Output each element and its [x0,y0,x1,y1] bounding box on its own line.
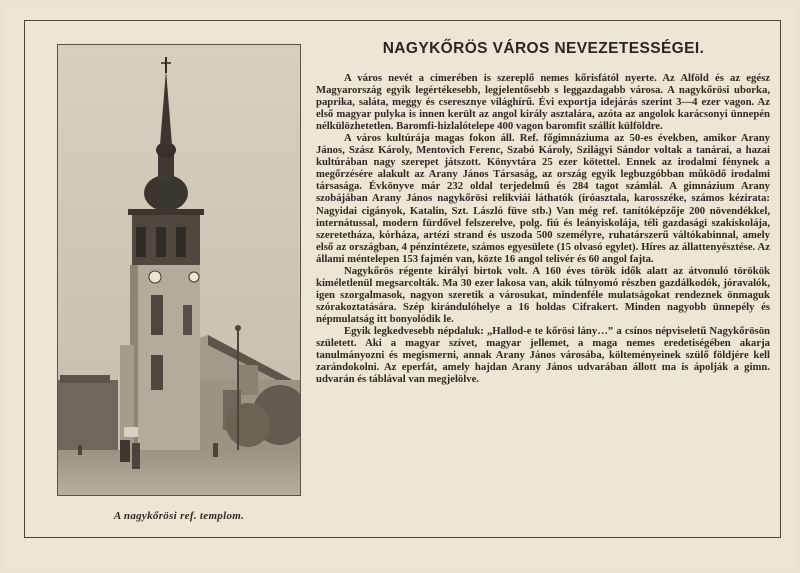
paragraph-culture: A város kultúrája magas fokon áll. Ref. főgimnáziuma az 50-es években, amikor Arany János, Szász Károly, Mentovich Ferenc, Szabó Károly, Szilágyi Sándor voltak a tanárai, a hazai kultúrában nagy szerepet játszott. Könyvtára 25 ezer kötettel. Ennek az irodalmi fénynek a megőrzésére alakult az Arany János Társaság, az ország egyik legbuzgóbban működő irodalmi társasága. Évkönyve már 232 oldal terjedelmű és 284 tagot számlál. A gimnázium Arany szobájában Arany János nagykőrösi relikviái láthatók (íróasztala, karosszéke, számos kézirata: Nagyidai cigányok, Katalin, Szt. László füve stb.) Van még ref. tanítóképzője 200 növendékkel, internátussal, modern fürdővel felszerelve, polg. fiú és leányiskolája, téli gazdasági szakiskolája, szeretetháza, kórháza, artézi strand és uszoda 500 személyre, ruhatárszerű váltókabinnal, amely első az országban, 4 pénzintézete, számos egyesülete (15 olvasó egylet). Híres az állattenyésztése. Az állami méntelepen 153 fajmén van, közte 16 angol telivér és 60 angol fajta. [316,132,770,265]
church-photo [57,44,301,496]
paragraph-town-name: A város nevét a címerében is szereplő nemes kőrisfától nyerte. Az Alföld és az egész Magyarország egyik legértékesebb, legjelentősebb s leggazdagabb városa. A nagykőrösi uborka, paprika, saláta, meggy és cseresznye világhírű. Évi exportja idejárás szerint 3—4 ezer vagon. Az első magyar pulyka is innen került az angol király asztalára, azóta az angolok karácsonyi ünnepén nélkülözhetetlen. Baromfi-hizlalótelepe 400 vagon baromfit szállít külföldre. [316,72,770,133]
page-title: NAGYKŐRÖS VÁROS NEVEZETESSÉGEI. [382,40,705,57]
church-illustration [58,45,301,496]
paragraph-folksong: Egyik legkedvesebb népdaluk: „Hallod-e te kőrösi lány…” a csínos népviseletű Nagykőrösön született. Aki a magyar szívet, magyar jellemet, a maga nemes eredetiségében akarja tanulmányozni és megismerni, annak Arany János városába, költeményeinek szülő földjére kell zarándokolni. Az eperfát, amely hajdan Arany János udvarában állott ma is ápolják a gimn. udvarán és táblával van megjelölve. [316,324,770,386]
body-text [316,72,770,385]
photo-caption: A nagykőrösi ref. templom. [113,510,245,522]
paragraph-history: Nagykőrös régente királyi birtok volt. A 160 éves török idők alatt az átvonuló törökök kíméletlenül megsarcolták. Ma 30 ezer lakosa van, akik túlnyomó részben gazdálkodók, jóravalók, igen szorgalmasok, nagyon szeretik a városukat, mindenféle mulatságokat rendeznek önmaguk szórakoztatására. Szép kirándulóhelye a 16 holdas Cifrakert. Minden nagyobb ünnepély és népmulatság itt bonyolódik le. [316,264,770,325]
